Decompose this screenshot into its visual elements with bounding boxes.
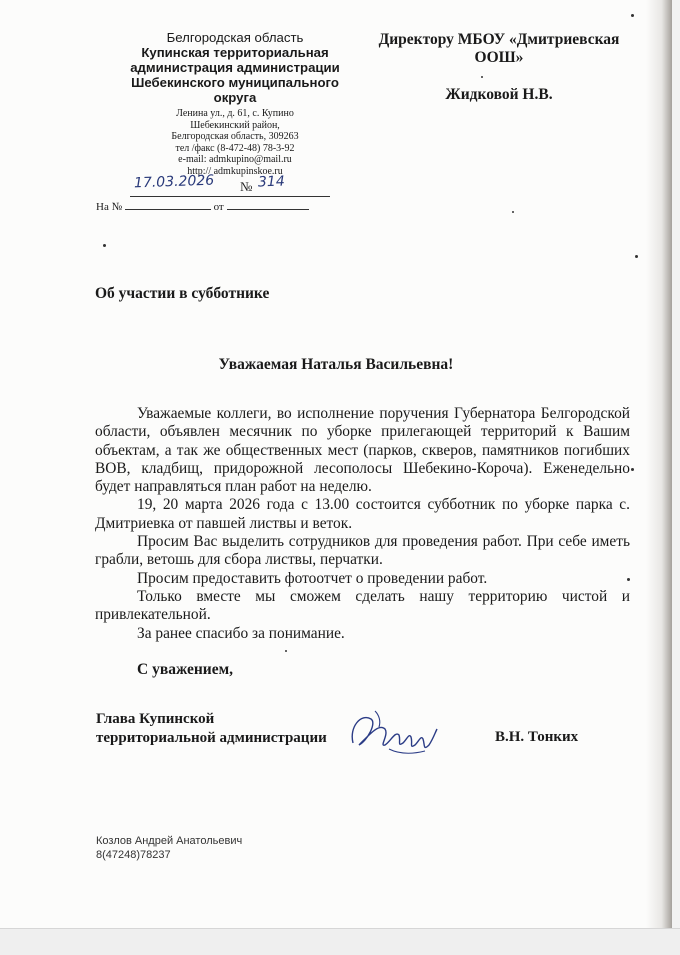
sender-org-name: Купинская территориальная администрация администрации Шебекинского муниципального округа [130, 45, 340, 105]
sender-organization [110, 30, 360, 105]
scan-speck [635, 255, 638, 258]
registration-number-handwritten: 314 [257, 173, 286, 191]
executor-name: Козлов Андрей Анатольевич [96, 835, 243, 847]
scan-speck [631, 468, 634, 471]
recipient-name: Жидковой Н.В. [445, 86, 553, 103]
reference-line [96, 200, 309, 213]
reference-prefix: На № [96, 201, 123, 213]
body-paragraph: Уважаемые коллеги, во исполнение поручения Губернатора Белгородской области, объявлен месячник по уборке прилегающей территорий к Вашим объектам, а так же общественных мест (парков, скверов, памятников погибших ВОВ, кладбищ, придорожной лесополосы Шебекино-Короча). Еженедельно будет направляться план работ на неделю. [95, 405, 630, 496]
registration-number-sign: № [240, 179, 253, 194]
letter-body [95, 405, 630, 643]
executor-block [96, 835, 242, 862]
address-line: Шебекинский район, [190, 119, 280, 131]
signatory-title-line: Глава Купинской [96, 711, 215, 727]
scan-speck [481, 76, 483, 78]
body-paragraph: Просим предоставить фотоотчет о проведении работ. [137, 569, 488, 587]
body-paragraph: За ранее спасибо за понимание. [137, 624, 345, 642]
executor-phone: 8(47248)78237 [96, 848, 171, 861]
address-line: Ленина ул., д. 61, с. Купино [176, 108, 294, 119]
signatory-title [96, 710, 327, 748]
address-line: тел /факс (8-472-48) 78-3-92 [175, 142, 295, 154]
address-line: e-mail: admkupino@mail.ru [178, 154, 292, 166]
letter-subject: Об участии в субботнике [95, 285, 270, 302]
signatory-title-line: территориальной администрации [96, 730, 327, 746]
closing: С уважением, [137, 661, 234, 678]
address-line: Белгородская область, 309263 [171, 131, 299, 143]
recipient-position: Директору МБОУ «Дмитриевская ООШ» [378, 31, 620, 66]
scan-speck [285, 650, 287, 652]
handwritten-signature [345, 705, 440, 760]
salutation: Уважаемая Наталья Васильевна! [218, 356, 454, 373]
sender-address [110, 108, 360, 178]
signatory-name: В.Н. Тонких [495, 729, 579, 745]
reference-number-blank [125, 200, 211, 210]
scan-speck [631, 14, 634, 17]
viewer-bottom-bar [0, 928, 680, 955]
body-paragraph: 19, 20 марта 2026 года с 13.00 состоится субботник по уборке парка с. Дмитриевка от павшей листвы и веток. [95, 496, 630, 532]
address-line: http:// admkupinskoe.ru [187, 165, 283, 177]
reference-date-blank [227, 200, 309, 210]
body-paragraph: Только вместе мы сможем сделать нашу территорию чистой и привлекательной. [95, 587, 630, 624]
sender-block [110, 30, 360, 178]
scan-speck [512, 211, 514, 213]
scan-speck [103, 244, 106, 247]
sender-region: Белгородская область [166, 30, 304, 45]
body-paragraph: Просим Вас выделить сотрудников для проведения работ. При себе иметь грабли, ветошь для сбора листвы, перчатки. [95, 533, 630, 569]
registration-date-handwritten: 17.03.2026 [133, 172, 215, 192]
reference-from: от [213, 201, 224, 213]
scan-edge-shadow [646, 0, 672, 928]
